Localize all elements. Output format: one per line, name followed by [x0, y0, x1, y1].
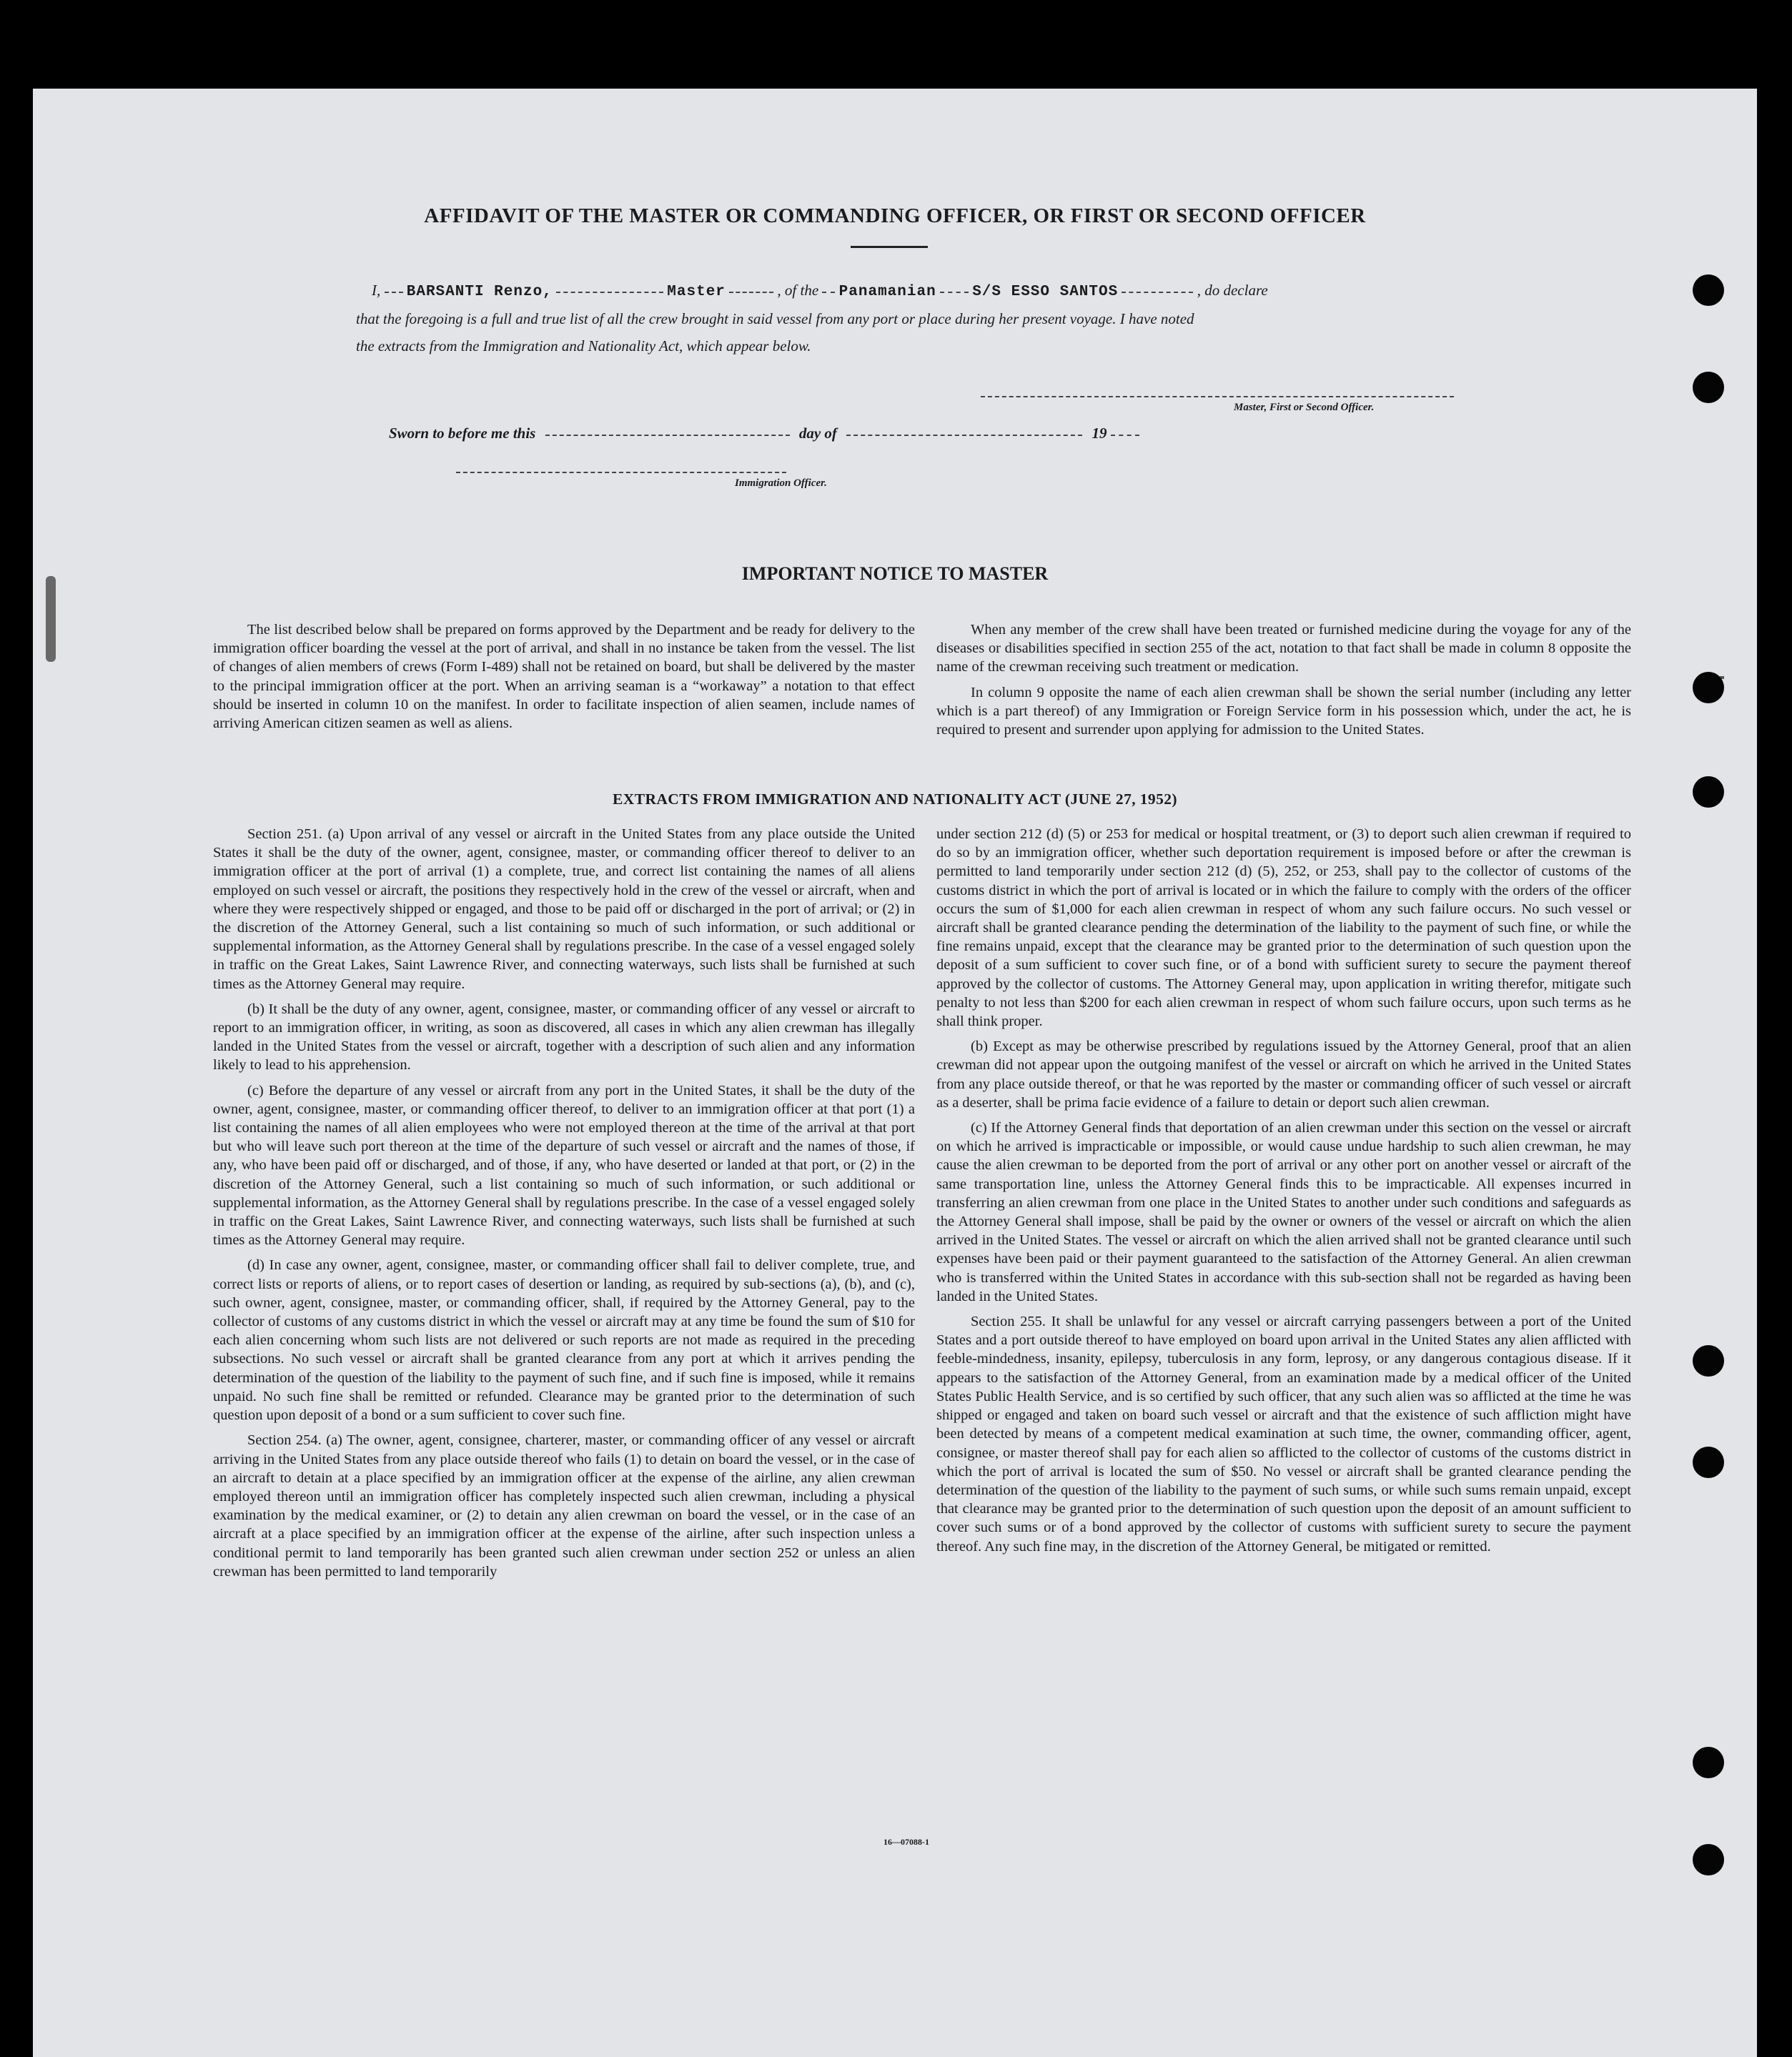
punch-hole — [1693, 1345, 1724, 1377]
nationality-field: Panamanian — [838, 284, 936, 300]
date-field — [545, 434, 790, 436]
day-of-label: day of — [798, 425, 837, 442]
section-251c: (c) Before the departure of any vessel or aircraft from any port in the United States, it shall be the duty of the owner, agent, consignee, master, or commanding officer thereof, to deliver to an immigration officer at that port (1) a list containing the names of all alien employees who were not employed thereon at the time of the arrival at that port but who will leave such port thereon at the time of the departure of such vessel or aircraft and the names of those, if any, who have been paid off or discharged, and of those, if any, who have deserted or landed at that port, or (2) in the discretion of the Attorney General, such a list containing so much of such information, or such additional or supplemental information, as the Attorney General shall by regulations prescribe. In the case of a vessel engaged solely in traffic on the Great Lakes, Saint Lawrence River, and connecting waterways, such lists shall be furnished at such times as the Attorney General may require. — [213, 1082, 915, 1249]
notice-paragraph: The list described below shall be prepared on forms approved by the Department and be ready for delivery to the immigration officer boarding the vessel at the port of arrival, and shall in no instance be taken from the vessel. The list of changes of alien members of crews (Form I-489) shall not be retained on board, but shall be delivered by the master to the principal immigration officer at the port. When an arriving seaman is a “workaway” a notation to that effect should be inserted in column 10 on the manifest. In order to facilitate inspection of alien seamen, include names of arriving American citizen seamen as well as aliens. — [213, 622, 915, 732]
document-page — [33, 89, 1757, 2057]
notice-paragraph: When any member of the crew shall have been treated or furnished medicine during the voyage for any of the diseases or disabilities specified in section 255 of the act, notation to that fact shall be made in column 8 opposite the name of the crewman receiving such treatment or medication. — [936, 622, 1631, 675]
leader-dots — [556, 291, 663, 293]
leader-dots — [822, 291, 835, 293]
section-254a: Section 254. (a) The owner, agent, consignee, charterer, master, or commanding officer of any vessel or aircraft arriving in the United States from any place outside thereof who fails (1) to detain on board the vessel, or in the case of an aircraft to detain at a place specified by an immigration officer at the expense of the airline, any alien crewman employed thereon until an immigration officer has completely inspected such alien crewman, including a physical examination by the medical examiner, or (2) to detain any alien crewman on board the vessel, or in the case of an aircraft at a place specified by an immigration officer at the expense of the airline, after such inspection unless a conditional permit to land temporarily has been granted such alien crewman under section 252 or unless an alien crewman has been permitted to land temporarily — [213, 1432, 915, 1580]
immigration-officer-caption: Immigration Officer. — [735, 477, 827, 489]
declaration-line-3: the extracts from the Immigration and Nationality Act, which appear below. — [356, 337, 811, 355]
form-code: 16—07088-1 — [883, 1837, 929, 1847]
officer-caption: Master, First or Second Officer. — [1234, 402, 1375, 413]
name-field: BARSANTI Renzo, — [406, 284, 553, 300]
sworn-label: Sworn to before me this — [389, 425, 536, 442]
section-251a: Section 251. (a) Upon arrival of any vessel or aircraft in the United States from any place outside the United States it shall be the duty of the owner, agent, consignee, master, or commanding officer thereof to deliver to an immigration officer at the port of arrival (1) a complete, true, and correct list containing the names of all aliens employed on such vessel or aircraft, the positions they respectively hold in the crew of the vessel or aircraft, when and where they were respectively shipped or engaged, and those to be paid off or discharged in the port of arrival; or (2) in the discretion of the Attorney General, such a list containing so much of such information, or such additional or supplemental information, as the Attorney General shall by regulations prescribe. In the case of a vessel engaged solely in traffic on the Great Lakes, Saint Lawrence River, and connecting waterways, such lists shall be furnished at such times as the Attorney General may require. — [213, 826, 915, 992]
notice-right-column — [936, 620, 1631, 745]
extracts-title: EXTRACTS FROM IMMIGRATION AND NATIONALITY ACT (JUNE 27, 1952) — [613, 790, 1177, 808]
section-254b: (b) Except as may be otherwise prescribed by regulations issued by the Attorney General, proof that an alien crewman did not appear upon the outgoing manifest of the vessel or aircraft on which he arrived in the United States from any place outside thereof, or that he was reported by the master or commanding officer of such vessel or aircraft as a deserter, shall be prima facie evidence of a failure to detain or deport such alien crewman. — [936, 1039, 1631, 1111]
notice-paragraph: In column 9 opposite the name of each alien crewman shall be shown the serial number (including any letter which is a part thereof) of any Immigration or Foreign Service form in his possession which, under the act, he is required to present and surrender upon applying for admission to the United States. — [936, 684, 1631, 738]
year-label: 19 — [1091, 425, 1107, 442]
declare-label: , do declare — [1197, 282, 1268, 299]
affidavit-title: AFFIDAVIT OF THE MASTER OR COMMANDING OFFICER, OR FIRST OR SECOND OFFICER — [424, 204, 1366, 227]
extracts-right-column — [936, 825, 1631, 1562]
punch-hole — [1693, 372, 1724, 403]
extracts-left-column — [213, 825, 915, 1587]
punch-hole — [1693, 672, 1724, 703]
year-field — [1111, 434, 1139, 436]
leader-dots — [385, 291, 403, 293]
punch-hole — [1693, 1447, 1724, 1478]
section-254c: (c) If the Attorney General finds that deportation of an alien crewman under this section on the vessel or aircraft on which he arrived is impracticable or impossible, or would cause undue hardship to such alien crewman, he may cause the alien crewman to be deported from the port of arrival or any other port on another vessel or aircraft of the same transportation line, unless the Attorney General finds this to be impracticable. All expenses incurred in transferring an alien crewman from one place in the United States to another under such conditions and safeguards as the Attorney General shall impose, shall be paid by the owner or owners of the vessel or aircraft on which the alien arrived in the United States. The vessel or aircraft on which the alien arrived shall not be granted clearance until such expenses have been paid or their payment guaranteed to the satisfaction of the Attorney General. An alien crewman who is transferred within the United States in accordance with this sub-section shall not be regarded as having been landed in the United States. — [936, 1120, 1631, 1304]
declaration-line-2: that the foregoing is a full and true list of all the crew brought in said vessel from any port or place during her present voyage. I have noted — [356, 310, 1194, 327]
scan-smudge — [46, 576, 56, 662]
sworn-line — [389, 425, 1139, 442]
punch-hole — [1693, 1844, 1724, 1875]
immigration-officer-signature-line — [456, 472, 786, 473]
section-254a-continued: under section 212 (d) (5) or 253 for medical or hospital treatment, or (3) to deport such alien crewman if required to do so by an immigration officer, whether such deportation requirement is imposed before or after the crewman is permitted to land temporarily under section 212 (d) (5), 252, or 253, shall pay to the collector of customs of the customs district in which the port of arrival is located or in which the failure to comply with the orders of the officer occurs the sum of $1,000 for each alien crewman in respect of whom any such failure occurs. No such vessel or aircraft shall be granted clearance pending the determination of the liability to the payment of such fine, or while the fine remains unpaid, except that the clearance may be granted prior to the determination of such question upon the deposit of a sum sufficient to cover such fine, or of a bond with sufficient surety to secure the payment thereof approved by the collector of customs. The Attorney General may, upon application in writing therefor, mitigate such penalty to not less than $200 for each alien crewman in respect of whom such failure occurs, upon such terms as he shall think proper. — [936, 826, 1631, 1030]
title-rule — [851, 246, 928, 248]
punch-hole — [1693, 274, 1724, 306]
notice-title: IMPORTANT NOTICE TO MASTER — [741, 563, 1049, 584]
rank-field: Master — [667, 284, 726, 300]
i-label: I, — [372, 282, 381, 299]
vessel-field: S/S ESSO SANTOS — [972, 284, 1119, 300]
notice-left-column — [213, 620, 915, 739]
section-251b: (b) It shall be the duty of any owner, agent, consignee, master, or commanding officer of any vessel or aircraft to report to an immigration officer, in writing, as soon as discovered, all cases in which any alien crewman has illegally landed in the United States from the vessel or aircraft, together with a description of such alien and any information likely to lead to his apprehension. — [213, 1001, 915, 1074]
punch-hole — [1693, 1747, 1724, 1778]
month-field — [846, 434, 1082, 436]
declaration-line-1 — [372, 282, 1268, 300]
of-the-label: , of the — [777, 282, 819, 299]
section-255: Section 255. It shall be unlawful for any vessel or aircraft carrying passengers between a port of the United States and a port outside thereof to have employed on board upon arrival in the United States any alien afflicted with feeble-mindedness, insanity, epilepsy, tuberculosis in any form, leprosy, or any dangerous contagious disease. If it appears to the satisfaction of the Attorney General, from an examination made by a medical officer of the United States Public Health Service, and is so certified by such officer, that any such alien was so afflicted at the time he was shipped or engaged and taken on board such vessel or aircraft and that the existence of such affliction might have been detected by means of a competent medical examination at such time, the owner, commanding officer, agent, consignee, or master thereof shall pay for each alien so afflicted to the collector of customs of the customs district in which the port of arrival is located the sum of $50. No vessel or aircraft shall be granted clearance pending the determination of the question of the liability to the payment of such sums, or while such sums remain unpaid, except that clearance may be granted prior to the determination of such question upon the deposit of an amount sufficient to cover such sums or of a bond approved by the collector of customs with sufficient surety to secure the payment thereof. Any such fine may, in the discretion of the Attorney General, be mitigated or remitted. — [936, 1314, 1631, 1555]
punch-hole — [1693, 776, 1724, 808]
leader-dots — [1122, 291, 1193, 293]
leader-dots — [729, 291, 773, 293]
section-251d: (d) In case any owner, agent, consignee, master, or commanding officer shall fail to deliver complete, true, and correct lists or reports of aliens, or to report cases of desertion or landing, as required by sub-sections (a), (b), and (c), such owner, agent, consignee, master, or commanding officer, shall, if required by the Attorney General, pay to the collector of customs of any customs district in which the vessel or aircraft may at any time be found the sum of $10 for each alien concerning whom such lists are not delivered or such reports are not made as required in the preceding subsections. No such vessel or aircraft shall be granted clearance from any port at which it arrives pending the determination of the question of the liability to the payment of such fine, and if such fine is imposed, while it remains unpaid. No such fine shall be remitted or refunded. Clearance may be granted prior to the determination of such question upon deposit of a bond or a sum sufficient to cover such fine. — [213, 1257, 915, 1424]
officer-signature-line — [981, 396, 1454, 397]
leader-dots — [940, 291, 969, 293]
